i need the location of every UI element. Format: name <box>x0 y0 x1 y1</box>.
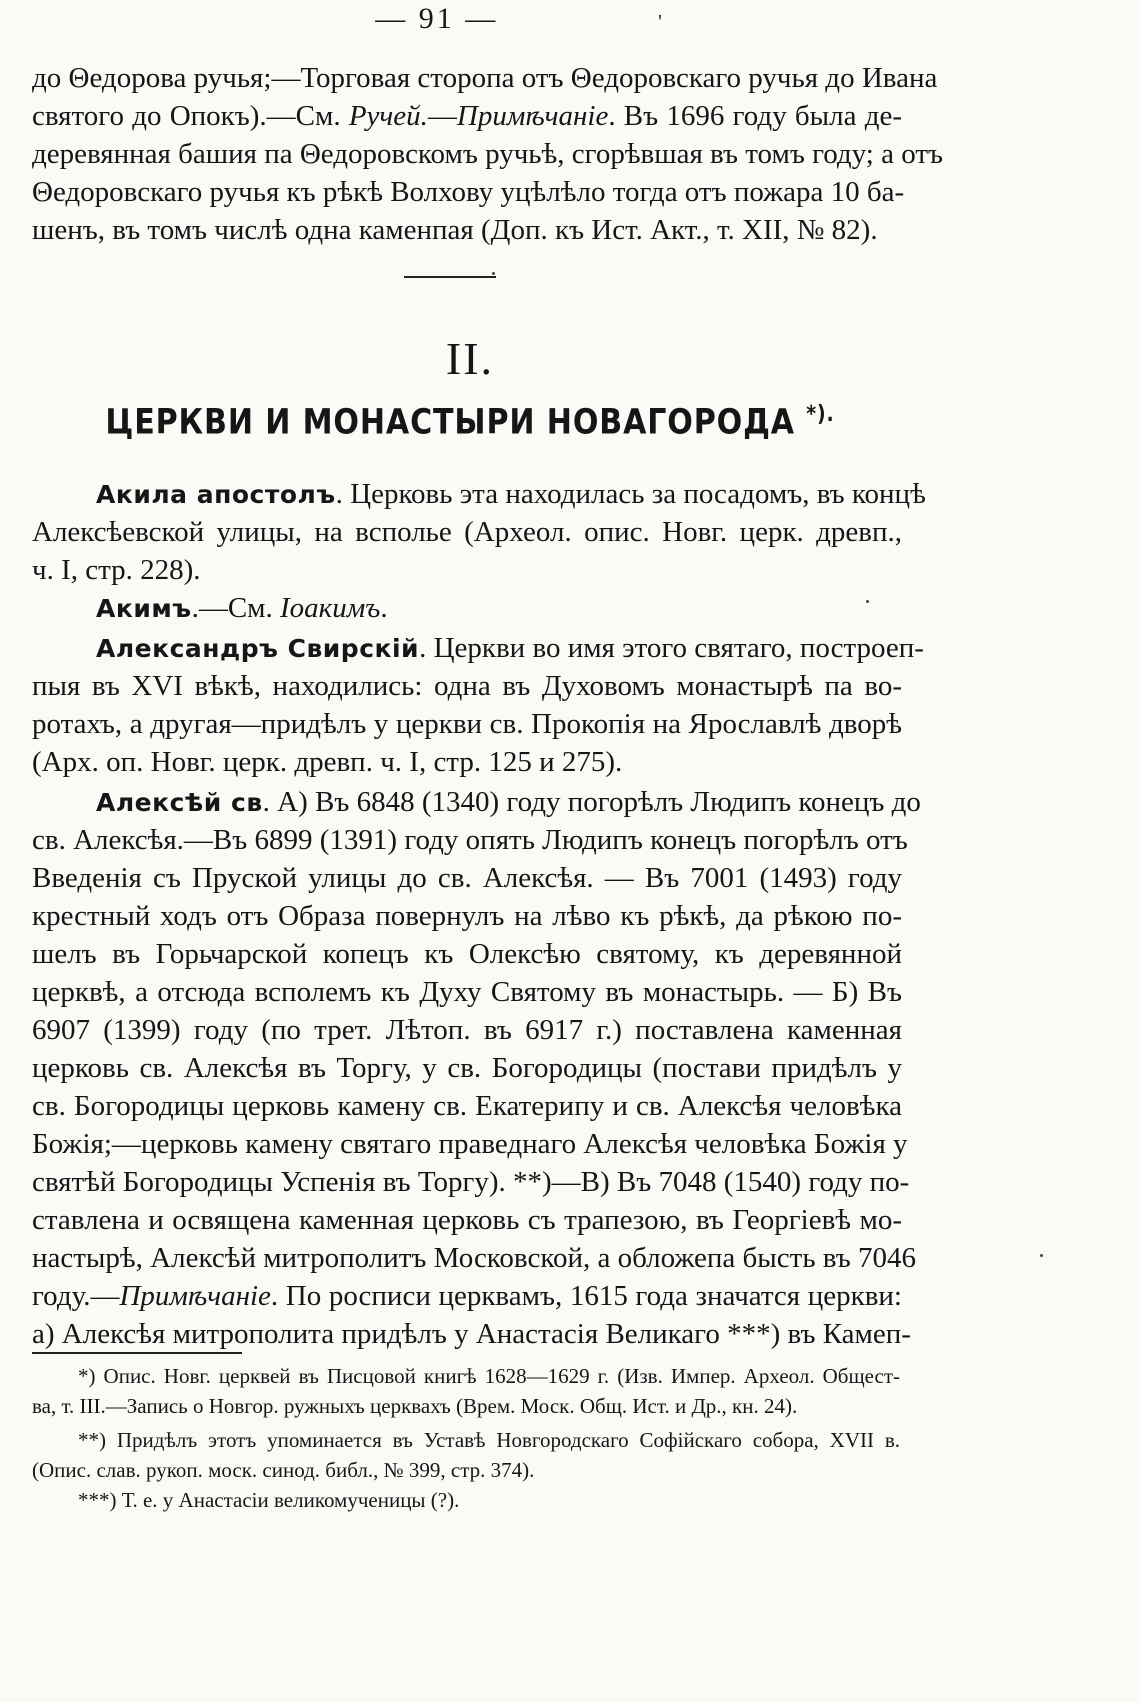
entry-heading: Александръ Свирскій <box>96 634 420 663</box>
entry-akila <box>96 476 926 513</box>
text-span: . Церкви во имя этого святаго, построеп- <box>419 632 924 664</box>
text-line: ставлена и освящена каменная церковь съ трапезою, въ Георгіевѣ мо- <box>32 1204 902 1236</box>
footnote: ***) Т. е. у Анастасіи великомученицы (?). <box>78 1488 460 1512</box>
text-span: — <box>427 100 457 132</box>
note-label: Примѣчаніе <box>119 1280 271 1312</box>
entry-alexander-svirsky <box>96 630 924 667</box>
text-span: . По росписи церквамъ, 1615 года значатся церкви: <box>270 1280 902 1312</box>
footnote-rule <box>32 1352 242 1354</box>
entry-akim <box>96 590 902 627</box>
page-number-text: — 91 — <box>375 2 499 35</box>
text-line <box>32 98 902 134</box>
text-line: 6907 (1399) году (по трет. Лѣтоп. въ 6917 г.) поставлена каменная <box>32 1014 902 1046</box>
text-line: а) Алексѣя митрополита придѣлъ у Анастасія Великаго ***) въ Камеп- <box>32 1318 911 1350</box>
text-line: шенъ, въ томъ числѣ одна каменпая (Доп. къ Ист. Акт., т. XII, № 82). <box>32 214 878 246</box>
text-span: . <box>380 592 388 624</box>
text-line: св. Богородицы церковь камену св. Екатерипу и св. Алексѣя человѣка <box>32 1090 902 1122</box>
text-line: шелъ въ Горьчарской копецъ къ Олексѣю святому, къ деревянной <box>32 938 902 970</box>
entry-heading: Акила апостолъ <box>96 480 336 509</box>
entry-heading: Алексѣй св <box>96 788 263 817</box>
footnote: (Опис. слав. рукоп. моск. синод. библ., № 399, стр. 374). <box>32 1458 535 1482</box>
text-line: ч. I, стр. 228). <box>32 554 201 586</box>
text-line: пыя въ XVI вѣкѣ, находились: одна въ Духовомъ монастырѣ па во- <box>32 670 902 702</box>
text-span: . Въ 1696 году была де- <box>608 100 903 132</box>
page-number <box>0 2 1040 36</box>
text-line: крестный ходъ отъ Образа повернулъ на лѣво къ рѣкѣ, да рѣкою по- <box>32 900 902 932</box>
text-line: деревянная башия па Θедоровскомъ ручьѣ, сгорѣвшая въ томъ году; а отъ <box>32 138 944 170</box>
text-span: году.— <box>32 1280 120 1312</box>
cross-reference: Іоакимъ <box>280 592 381 624</box>
footnote: ва, т. III.—Запись о Новгор. ружныхъ церквахъ (Врем. Моск. Общ. Ист. и Др., кн. 24). <box>32 1394 798 1418</box>
print-speck <box>1040 1254 1043 1257</box>
text-line <box>32 1278 902 1314</box>
footnote-mark: *). <box>806 402 835 427</box>
text-line: ротахъ, а другая—придѣлъ у церкви св. Прокопія на Ярославлѣ дворѣ <box>32 708 902 740</box>
text-line: св. Алексѣя.—Въ 6899 (1391) году опять Людипъ конецъ погорѣлъ отъ <box>32 824 908 856</box>
print-speck <box>866 600 869 603</box>
footnote: **) Придѣлъ этотъ упоминается въ Уставѣ Новгородскаго Софійскаго собора, XVII в. <box>78 1428 900 1452</box>
text-span: .—См. <box>191 592 273 624</box>
text-line: (Арх. оп. Новг. церк. древп. ч. I, стр. 125 и 275). <box>32 746 623 778</box>
text-line: церквѣ, а отсюда всполемъ къ Духу Святому въ монастырь. — Б) Въ <box>32 976 902 1008</box>
page-mark: ' <box>658 11 665 33</box>
separator-rule <box>404 276 496 278</box>
text-line: Θедоровскаго ручья къ рѣкѣ Волхову уцѣлѣло тогда отъ пожара 10 ба- <box>32 176 905 208</box>
section-title <box>66 402 874 443</box>
text-span: . А) Въ 6848 (1340) году погорѣлъ Людипъ конецъ до <box>262 786 921 818</box>
cross-reference: Ручей. <box>348 100 428 132</box>
text-span: святого до Опокъ).—См. <box>32 100 341 132</box>
text-line: Алексѣевской улицы, на всполье (Археол. опис. Новг. церк. древп., <box>32 516 902 548</box>
text-line: церковь св. Алексѣя въ Торгу, у св. Богородицы (постави придѣлъ у <box>32 1052 902 1084</box>
entry-aleksei <box>96 784 921 821</box>
print-speck <box>492 272 495 275</box>
section-title-text: ЦЕРКВИ И МОНАСТЫРИ НОВАГОРОДА <box>105 402 795 443</box>
note-label: Примѣчаніе <box>456 100 609 132</box>
entry-heading: Акимъ <box>96 594 192 623</box>
text-line: Божія;—церковь камену святаго праведнаго Алексѣя человѣка Божія у <box>32 1128 908 1160</box>
text-line: Введенія съ Пруской улицы до св. Алексѣя. — Въ 7001 (1493) году <box>32 862 902 894</box>
footnote: *) Опис. Новг. церквей въ Писцовой книгѣ 1628—1629 г. (Изв. Импер. Археол. Общест- <box>78 1364 900 1388</box>
text-line: святѣй Богородицы Успенія въ Торгу). **)—В) Въ 7048 (1540) году по- <box>32 1166 910 1198</box>
text-line: настырѣ, Алексѣй митрополитъ Московской, а обложепа бысть въ 7046 <box>32 1242 917 1274</box>
text-line: до Θедорова ручья;—Торговая сторопа отъ Θедоровскаго ручья до Ивана <box>32 62 938 94</box>
section-number: II. <box>445 333 495 384</box>
text-span: . Церковь эта находилась за посадомъ, въ концѣ <box>335 478 926 510</box>
